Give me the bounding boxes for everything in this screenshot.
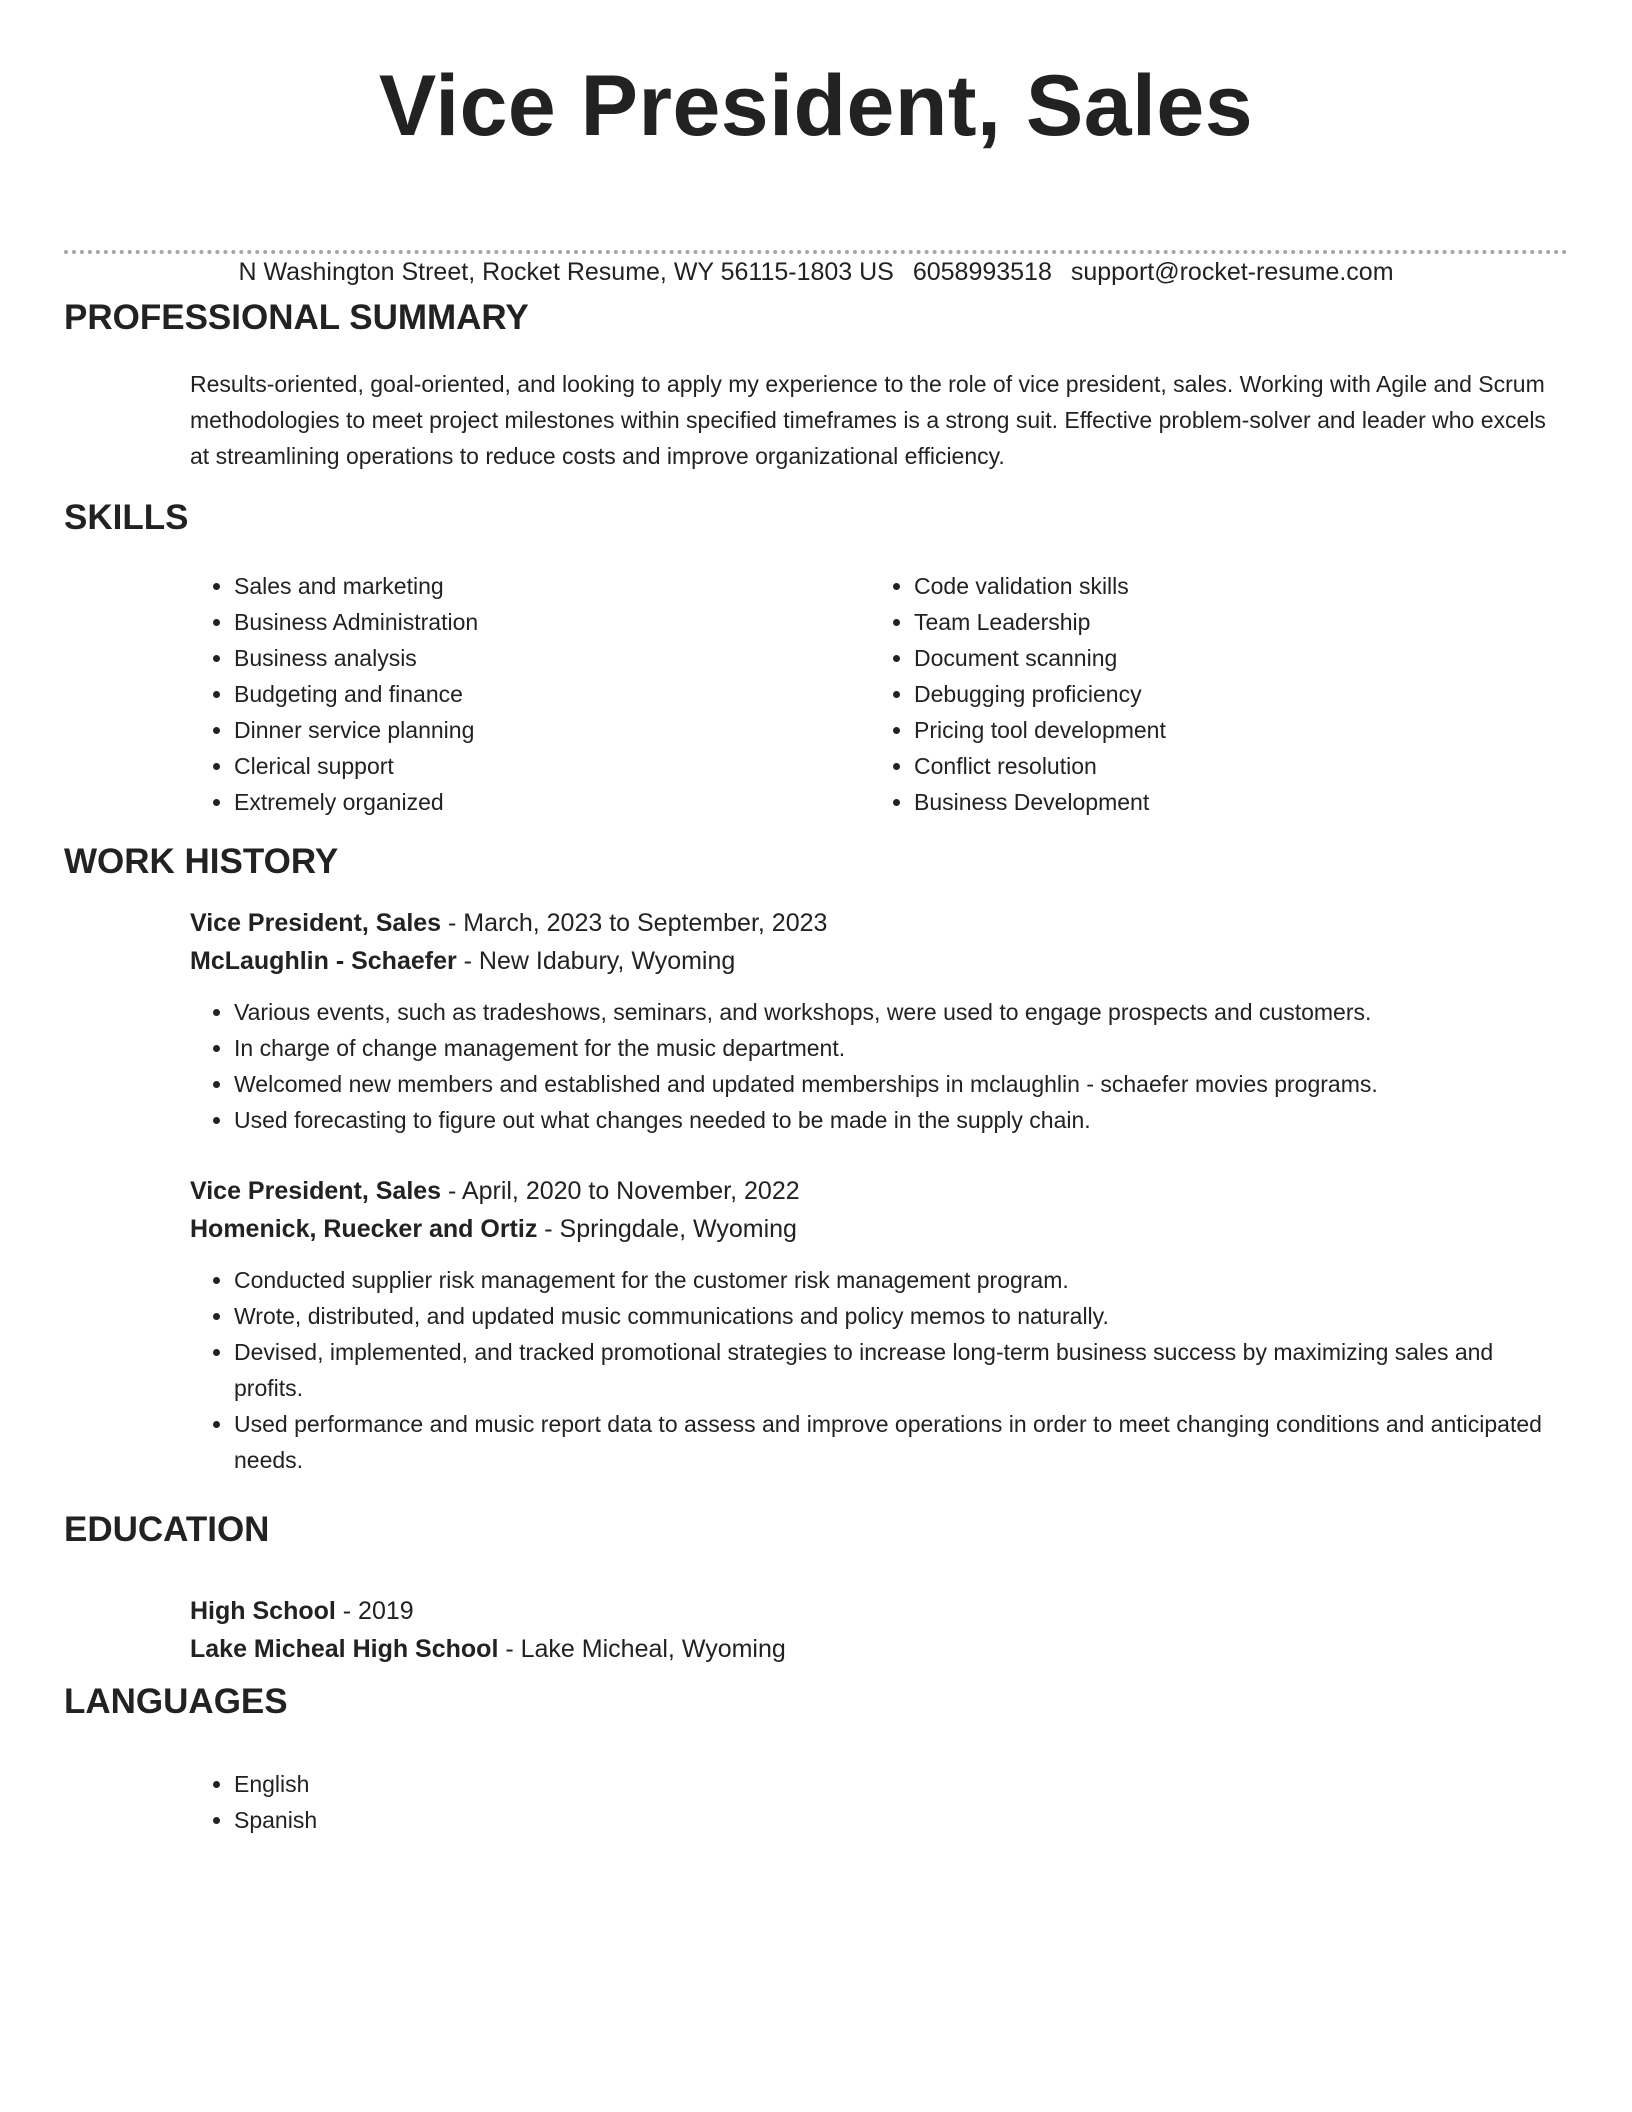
- job-bullets: [190, 994, 1560, 1138]
- job-location: - Springdale, Wyoming: [537, 1215, 797, 1243]
- job-dates: - April, 2020 to November, 2022: [441, 1177, 800, 1205]
- job-bullet: • Conducted supplier risk management for the customer risk management program.: [234, 1262, 1560, 1298]
- job-bullet: • In charge of change management for the music department.: [234, 1030, 1560, 1066]
- job-title-line: [190, 904, 1560, 942]
- job-entry: [190, 904, 1560, 1138]
- languages-heading: LANGUAGES: [64, 1682, 288, 1721]
- skill-item: • Document scanning: [914, 640, 1550, 676]
- skill-item: • Conflict resolution: [914, 748, 1550, 784]
- skills-list: [190, 568, 1560, 820]
- header-divider: [64, 250, 1568, 254]
- job-bullet: • Wrote, distributed, and updated music communications and policy memos to naturally.: [234, 1298, 1560, 1334]
- job-bullet: • Various events, such as tradeshows, seminars, and workshops, were used to engage prospects and customers.: [234, 994, 1560, 1030]
- education-location: - Lake Micheal, Wyoming: [498, 1635, 786, 1663]
- job-title-line: [190, 1172, 1560, 1210]
- job-bullet: • Devised, implemented, and tracked promotional strategies to increase long-term business success by maximizing sales and profits.: [234, 1334, 1560, 1406]
- education-heading: EDUCATION: [64, 1510, 270, 1549]
- job-dates: - March, 2023 to September, 2023: [441, 909, 828, 937]
- skill-item: • Sales and marketing: [234, 568, 870, 604]
- education-degree: High School: [190, 1597, 336, 1625]
- skills-column-right: [870, 568, 1550, 820]
- skill-item: • Business analysis: [234, 640, 870, 676]
- job-bullet: • Used forecasting to figure out what changes needed to be made in the supply chain.: [234, 1102, 1560, 1138]
- job-role: Vice President, Sales: [190, 909, 442, 937]
- job-bullet: • Welcomed new members and established and updated memberships in mclaughlin - schaefer movies programs.: [234, 1066, 1560, 1102]
- job-entry: [190, 1172, 1560, 1478]
- languages-list: [190, 1766, 790, 1838]
- job-bullets: [190, 1262, 1560, 1478]
- contact-email: support@rocket-resume.com: [1070, 258, 1394, 286]
- skill-item: • Budgeting and finance: [234, 676, 870, 712]
- resume-name: Vice President, Sales: [378, 58, 1254, 154]
- job-company-line: [190, 942, 1560, 980]
- language-item: • English: [234, 1766, 790, 1802]
- skills-heading: SKILLS: [64, 498, 189, 537]
- job-company-line: [190, 1210, 1560, 1248]
- education-school-line: [190, 1630, 1560, 1668]
- skill-item: • Business Administration: [234, 604, 870, 640]
- education-school: Lake Micheal High School: [190, 1635, 499, 1663]
- job-role: Vice President, Sales: [190, 1177, 442, 1205]
- work-history-heading: WORK HISTORY: [64, 842, 339, 881]
- contact-address: N Washington Street, Rocket Resume, WY 56115-1803 US: [238, 258, 894, 286]
- job-company: Homenick, Ruecker and Ortiz: [190, 1215, 538, 1243]
- summary-heading: PROFESSIONAL SUMMARY: [64, 298, 529, 337]
- education-degree-line: [190, 1592, 1560, 1630]
- summary-text: Results-oriented, goal-oriented, and looking to apply my experience to the role of vice president, sales. Working with Agile and Scrum methodologies to meet project milestones within specified timeframes is a strong suit. Effective problem-solver and leader who excels at streamlining operations to reduce costs and improve organizational efficiency.: [190, 371, 1546, 469]
- skill-item: • Dinner service planning: [234, 712, 870, 748]
- skill-item: • Clerical support: [234, 748, 870, 784]
- job-location: - New Idabury, Wyoming: [456, 947, 736, 975]
- contact-phone: 6058993518: [912, 258, 1052, 286]
- skills-column-left: [190, 568, 870, 820]
- job-bullet: • Used performance and music report data to assess and improve operations in order to meet changing conditions and anticipated needs.: [234, 1406, 1560, 1478]
- skill-item: • Business Development: [914, 784, 1550, 820]
- education-entry: [190, 1592, 1560, 1668]
- skill-item: • Pricing tool development: [914, 712, 1550, 748]
- skill-item: • Debugging proficiency: [914, 676, 1550, 712]
- job-company: McLaughlin - Schaefer: [190, 947, 457, 975]
- education-year: - 2019: [335, 1597, 414, 1625]
- skill-item: • Extremely organized: [234, 784, 870, 820]
- language-item: • Spanish: [234, 1802, 790, 1838]
- skill-item: • Team Leadership: [914, 604, 1550, 640]
- contact-line: [64, 256, 1568, 288]
- skill-item: • Code validation skills: [914, 568, 1550, 604]
